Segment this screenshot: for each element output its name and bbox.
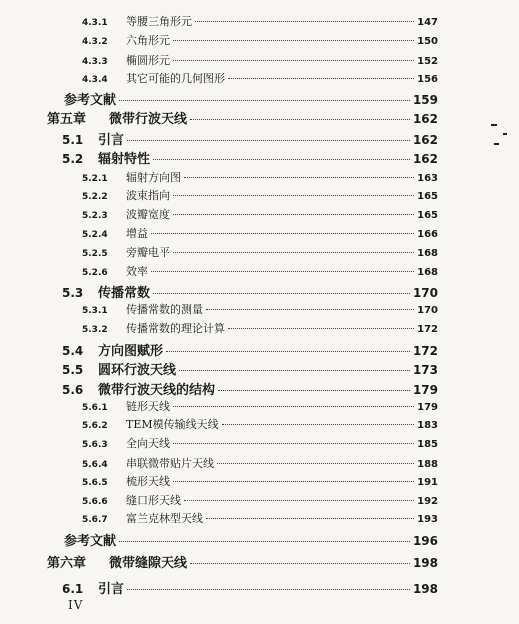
entry-number: 4.3.4	[82, 75, 108, 85]
entry-number: 5.2	[62, 152, 84, 166]
entry-number: 5.2.5	[82, 249, 108, 259]
entry-number: 5.6.3	[82, 440, 108, 450]
entry-number: 5.2.1	[82, 174, 108, 184]
dot-leader	[173, 406, 414, 407]
entry-number: 第六章	[47, 556, 87, 571]
dot-leader	[206, 309, 414, 310]
section-entry	[62, 148, 438, 167]
section-entry	[82, 301, 438, 317]
section-entry	[82, 435, 438, 451]
section-entry	[82, 510, 438, 526]
entry-number: 5.1	[62, 133, 84, 147]
dot-leader	[151, 233, 414, 234]
entry-number: 5.6.5	[82, 478, 108, 488]
entry-page-number: 152	[417, 56, 438, 67]
section-entry	[82, 32, 438, 48]
dot-leader	[184, 500, 414, 501]
dot-leader	[173, 443, 414, 444]
entry-title: TEM模传输线天线	[126, 418, 219, 431]
entry-title: 缝口形天线	[126, 494, 181, 507]
entry-title: 引言	[98, 582, 125, 597]
entry-number: 5.3	[62, 286, 84, 300]
dot-leader	[228, 328, 414, 329]
dot-leader	[153, 159, 410, 160]
entry-title: 链形天线	[126, 400, 170, 413]
section-entry	[82, 398, 438, 414]
entry-page-number: 191	[417, 477, 438, 488]
page-number-footer: IV	[68, 598, 84, 612]
dot-leader	[127, 140, 410, 141]
entry-title: 引言	[98, 133, 125, 148]
entry-number: 6.1	[62, 582, 84, 596]
entry-number: 5.6.6	[82, 497, 108, 507]
entry-page-number: 168	[417, 248, 438, 259]
section-entry	[62, 359, 438, 378]
dot-leader	[190, 119, 410, 120]
entry-page-number: 188	[417, 459, 438, 470]
section-entry	[82, 169, 438, 185]
section-entry	[62, 340, 438, 359]
dot-leader	[184, 177, 414, 178]
entry-title: 增益	[126, 227, 148, 240]
entry-page-number: 173	[412, 363, 438, 377]
section-entry	[82, 70, 438, 86]
dot-leader	[119, 100, 410, 101]
entry-title: 传播常数的理论计算	[126, 322, 225, 335]
entry-title: 串联微带贴片天线	[126, 457, 214, 470]
dot-leader	[228, 78, 414, 79]
entry-number: 5.3.1	[82, 306, 108, 316]
section-entry	[82, 52, 438, 68]
entry-number: 5.3.2	[82, 325, 108, 335]
dot-leader	[173, 252, 414, 253]
dot-leader	[166, 351, 410, 352]
entry-page-number: 163	[417, 173, 438, 184]
entry-page-number: 196	[412, 534, 438, 548]
entry-title: 梳形天线	[126, 475, 170, 488]
entry-title: 旁瓣电平	[126, 246, 170, 259]
entry-number: 5.2.6	[82, 268, 108, 278]
entry-page-number: 165	[417, 210, 438, 221]
entry-number: 5.4	[62, 344, 84, 358]
entry-title: 圆环行波天线	[98, 363, 177, 378]
section-entry	[82, 206, 438, 222]
entry-page-number: 198	[412, 556, 438, 570]
dot-leader	[218, 390, 410, 391]
entry-number: 5.6	[62, 383, 84, 397]
section-entry	[62, 129, 438, 148]
entry-page-number: 159	[412, 93, 438, 107]
dot-leader	[173, 214, 414, 215]
entry-title: 波束指向	[126, 189, 170, 202]
entry-page-number: 185	[417, 439, 438, 450]
references-entry	[64, 530, 438, 549]
entry-number: 5.2.4	[82, 230, 108, 240]
entry-number: 5.5	[62, 363, 84, 377]
entry-number: 5.6.4	[82, 460, 108, 470]
margin-mark	[503, 133, 507, 135]
dot-leader	[151, 271, 414, 272]
entry-page-number: 166	[417, 229, 438, 240]
dot-leader	[190, 563, 410, 564]
entry-page-number: 179	[412, 383, 438, 397]
section-entry	[82, 455, 438, 471]
entry-title: 微带行波天线的结构	[98, 383, 216, 398]
section-entry	[62, 282, 438, 301]
entry-page-number: 162	[412, 112, 438, 126]
section-entry	[82, 225, 438, 241]
section-entry	[62, 379, 438, 398]
dot-leader	[127, 589, 410, 590]
entry-title: 传播常数的测量	[126, 303, 203, 316]
entry-page-number: 170	[412, 286, 438, 300]
entry-number: 5.6.7	[82, 515, 108, 525]
entry-title: 等腰三角形元	[126, 15, 192, 28]
entry-page-number: 156	[417, 74, 438, 85]
entry-title: 辐射方向图	[126, 171, 181, 184]
margin-mark	[494, 143, 499, 145]
entry-title: 微带缝隙天线	[109, 556, 188, 571]
entry-number: 第五章	[47, 112, 87, 127]
entry-page-number: 183	[417, 420, 438, 431]
entry-page-number: 179	[417, 402, 438, 413]
entry-title: 全向天线	[126, 437, 170, 450]
entry-title: 效率	[126, 265, 148, 278]
dot-leader	[119, 541, 410, 542]
entry-page-number: 162	[412, 152, 438, 166]
chapter-entry	[47, 108, 438, 127]
dot-leader	[173, 195, 414, 196]
entry-page-number: 198	[412, 582, 438, 596]
entry-title: 椭圆形元	[126, 54, 170, 67]
entry-number: 5.6.1	[82, 403, 108, 413]
entry-title: 参考文献	[64, 93, 117, 108]
entry-title: 六角形元	[126, 34, 170, 47]
section-entry	[82, 473, 438, 489]
entry-title: 富兰克林型天线	[126, 512, 203, 525]
entry-page-number: 150	[417, 36, 438, 47]
entry-number: 4.3.1	[82, 18, 108, 28]
entry-page-number: 147	[417, 17, 438, 28]
section-entry	[62, 578, 438, 597]
entry-page-number: 165	[417, 191, 438, 202]
section-entry	[82, 13, 438, 29]
entry-title: 微带行波天线	[109, 112, 188, 127]
entry-number: 4.3.3	[82, 57, 108, 67]
entry-page-number: 170	[417, 305, 438, 316]
entry-page-number: 168	[417, 267, 438, 278]
section-entry	[82, 320, 438, 336]
entry-number: 5.6.2	[82, 421, 108, 431]
dot-leader	[217, 463, 414, 464]
entry-page-number: 172	[417, 324, 438, 335]
entry-number: 5.2.3	[82, 211, 108, 221]
entry-title: 参考文献	[64, 534, 117, 549]
dot-leader	[195, 21, 414, 22]
section-entry	[82, 187, 438, 203]
dot-leader	[173, 60, 414, 61]
entry-page-number: 192	[417, 496, 438, 507]
section-entry	[82, 492, 438, 508]
dot-leader	[173, 481, 414, 482]
entry-title: 辐射特性	[98, 152, 151, 167]
dot-leader	[153, 293, 410, 294]
entry-number: 5.2.2	[82, 192, 108, 202]
entry-page-number: 162	[412, 133, 438, 147]
dot-leader	[173, 40, 414, 41]
entry-title: 方向图赋形	[98, 344, 164, 359]
chapter-entry	[47, 552, 438, 571]
entry-page-number: 172	[412, 344, 438, 358]
dot-leader	[179, 370, 410, 371]
section-entry	[82, 416, 438, 432]
entry-title: 其它可能的几何图形	[126, 72, 225, 85]
entry-number: 4.3.2	[82, 37, 108, 47]
dot-leader	[222, 424, 414, 425]
entry-page-number: 193	[417, 514, 438, 525]
section-entry	[82, 263, 438, 279]
references-entry	[64, 89, 438, 108]
margin-mark	[491, 124, 497, 126]
entry-title: 波瓣宽度	[126, 208, 170, 221]
dot-leader	[206, 518, 414, 519]
entry-title: 传播常数	[98, 286, 151, 301]
section-entry	[82, 244, 438, 260]
